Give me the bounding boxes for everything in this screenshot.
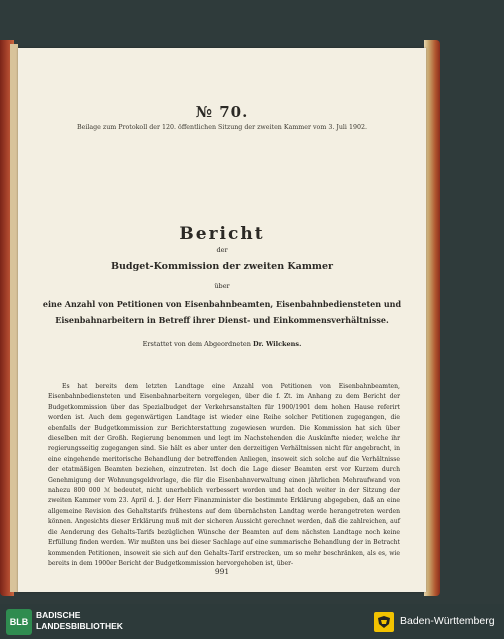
document-number: № 70. — [195, 103, 249, 121]
book-page-edges-left — [10, 44, 18, 592]
committee-name: Budget-Kommission der zweiten Kammer — [111, 261, 333, 272]
baden-wuerttemberg-coat-of-arms-icon[interactable] — [374, 612, 394, 632]
book-cover-right — [424, 40, 440, 596]
subject-line-2: Eisenbahnarbeitern in Betreff ihrer Dienst- und Einkommensverhältnisse. — [55, 315, 389, 325]
title-ueber: über — [214, 282, 230, 290]
title-der: der — [216, 246, 228, 254]
subject-line-1: eine Anzahl von Petitionen von Eisenbahnbeamten, Eisenbahnbediensteten und — [42, 299, 402, 309]
body-text — [48, 382, 400, 569]
baden-wuerttemberg-label[interactable]: Baden-Württemberg — [400, 615, 495, 627]
page-number: 991 — [214, 567, 230, 576]
blb-name-line2: LANDESBIBLIOTHEK — [36, 621, 123, 631]
supplement-line: Beilage zum Protokoll der 120. öffentlichen Sitzung der zweiten Kammer vom 3. Juli 1902. — [77, 124, 367, 131]
body-paragraph: Es hat bereits dem letzten Landtage eine Anzahl von Petitionen von Eisenbahnbeamten, Eisenbahnbediensteten und Eisenbahnarbeitern vorgelegen, über die f. Zt. im Anhang zu dem Bericht der Budgetkommission über das Spezialbudget der Verkehrsanstalten für 1900/1901 dem hohen Hause referirt worden ist. Auch dem gegenwärtigen Landtage ist wieder eine Reihe solcher Petitionen zugegangen, die ebenfalls der Budgetkommission zur Berichterstattung zugewiesen wurden. Die Kommission hat sich über dieselben mit der Großh. Regierung benommen und legt im Nachstehenden die Auskünfte nieder, welche ihr regierungsseitig zugegangen sind. Sie hält es aber unter den derzeitigen Verhältnissen nicht für angebracht, in eine eingehende meritorische Behandlung der betreffenden Anliegen, insoweit sich solche auf die Verhältnisse der etatmäßigen Beamten beziehen, einzutreten. Ist doch die Lage dieser Beamten erst vor Kurzem durch Genehmigung der Wohnungsgeldvorlage, die für die Eisenbahnverwaltung einen jährlichen Mehraufwand von nahezu 800 000 ℳ bedeutet, nicht unerheblich verbessert worden und hat doch weiter in der Sitzung der zweiten Kammer vom 23. April d. J. der Herr Finanzminister die bestimmte Erklärung abgegeben, daß an eine allgemeine Revision des Gehaltstarifs frühestens auf dem übernächsten Landtag werde herangetreten werden können. Angesichts dieser Erklärung muß mit der sicheren Aussicht gerechnet werden, daß die zahlreichen, auf die Aenderung des Gehalts-Tarifs bezüglichen Wünsche der Beamten auf dem nächsten Landtage noch keine Erfüllung finden werden. Wir mußten uns bei dieser Sachlage auf eine summarische Behandlung der in Betracht kommenden Petitionen, insoweit sie sich auf den Gehalts-Tarif erstrecken, um so mehr beschränken, als es, wie bereits in dem 1900er Bericht der Budgetkommission hervorgehoben ist, über- — [48, 383, 400, 567]
scanned-page — [18, 48, 426, 592]
reporter-name: Dr. Wilckens. — [252, 340, 302, 348]
footer-bar — [0, 604, 504, 639]
blb-logo-icon[interactable]: BLB — [6, 609, 32, 635]
blb-name-line1: BADISCHE — [36, 610, 81, 620]
reporter-line — [18, 340, 426, 348]
blb-name[interactable] — [36, 610, 123, 632]
report-title: Bericht — [179, 224, 265, 244]
reporter-prefix: Erstattet von dem Abgeordneten — [142, 340, 251, 348]
